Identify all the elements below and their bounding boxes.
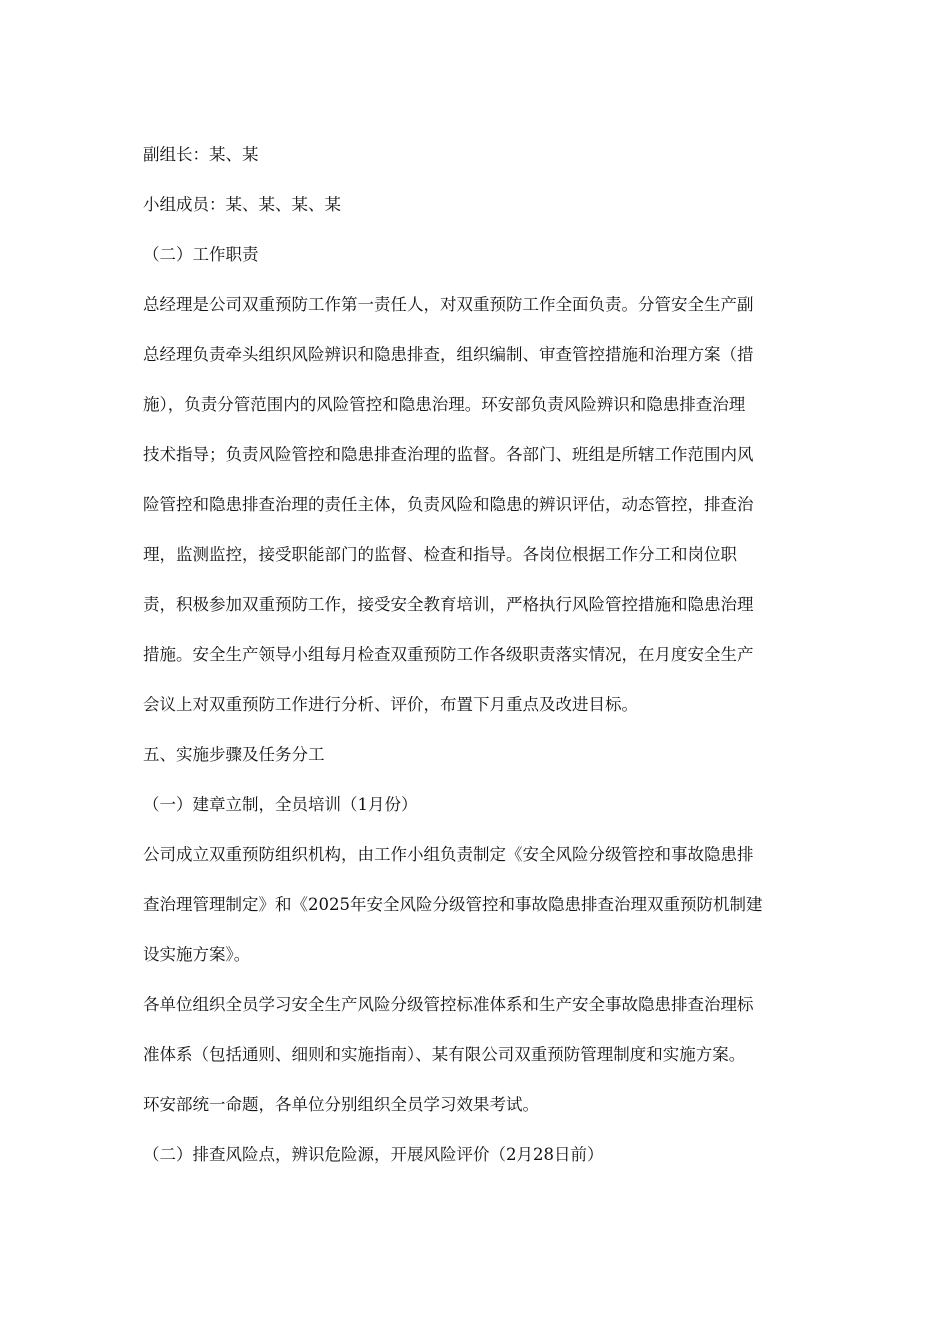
paragraph-line: 技术指导；负责风险管控和隐患排查治理的监督。各部门、班组是所辖工作范围内风 [143, 445, 754, 464]
paragraph-line: 理，监测监控，接受职能部门的监督、检查和指导。各岗位根据工作分工和岗位职 [143, 545, 737, 564]
text-line-group-members: 小组成员：某、某、某、某 [143, 195, 341, 214]
paragraph-line: 查治理管理制定》和《2025年安全风险分级管控和事故隐患排查治理双重预防机制建 [143, 895, 763, 914]
section-heading-implementation: 五、实施步骤及任务分工 [143, 745, 325, 764]
paragraph-line: 会议上对双重预防工作进行分析、评价，布置下月重点及改进目标。 [143, 695, 638, 714]
paragraph-line: 各单位组织全员学习安全生产风险分级管控标准体系和生产安全事故隐患排查治理标 [143, 995, 754, 1014]
paragraph-line: 准体系（包括通则、细则和实施指南）、某有限公司双重预防管理制度和实施方案。 [143, 1045, 746, 1064]
subsection-heading-risk-assessment: （二）排查风险点，辨识危险源，开展风险评价（2月28日前） [143, 1145, 604, 1164]
section-heading-duties: （二）工作职责 [143, 245, 259, 264]
paragraph-line: 环安部统一命题，各单位分别组织全员学习效果考试。 [143, 1095, 539, 1114]
paragraph-line: 施），负责分管范围内的风险管控和隐患治理。环安部负责风险辨识和隐患排查治理 [143, 395, 746, 414]
paragraph-line: 总经理负责牵头组织风险辨识和隐患排查，组织编制、审查管控措施和治理方案（措 [143, 345, 754, 364]
paragraph-line: 公司成立双重预防组织机构，由工作小组负责制定《安全风险分级管控和事故隐患排 [143, 845, 754, 864]
paragraph-line: 险管控和隐患排查治理的责任主体，负责风险和隐患的辨识评估，动态管控，排查治 [143, 495, 754, 514]
paragraph-line: 设实施方案》。 [143, 945, 251, 964]
paragraph-line: 责，积极参加双重预防工作，接受安全教育培训，严格执行风险管控措施和隐患治理 [143, 595, 754, 614]
paragraph-line: 总经理是公司双重预防工作第一责任人，对双重预防工作全面负责。分管安全生产副 [143, 295, 754, 314]
text-line-deputy-leaders: 副组长：某、某 [143, 145, 259, 164]
paragraph-line: 措施。安全生产领导小组每月检查双重预防工作各级职责落实情况，在月度安全生产 [143, 645, 754, 664]
subsection-heading-training: （一）建章立制，全员培训（1月份） [143, 795, 418, 814]
